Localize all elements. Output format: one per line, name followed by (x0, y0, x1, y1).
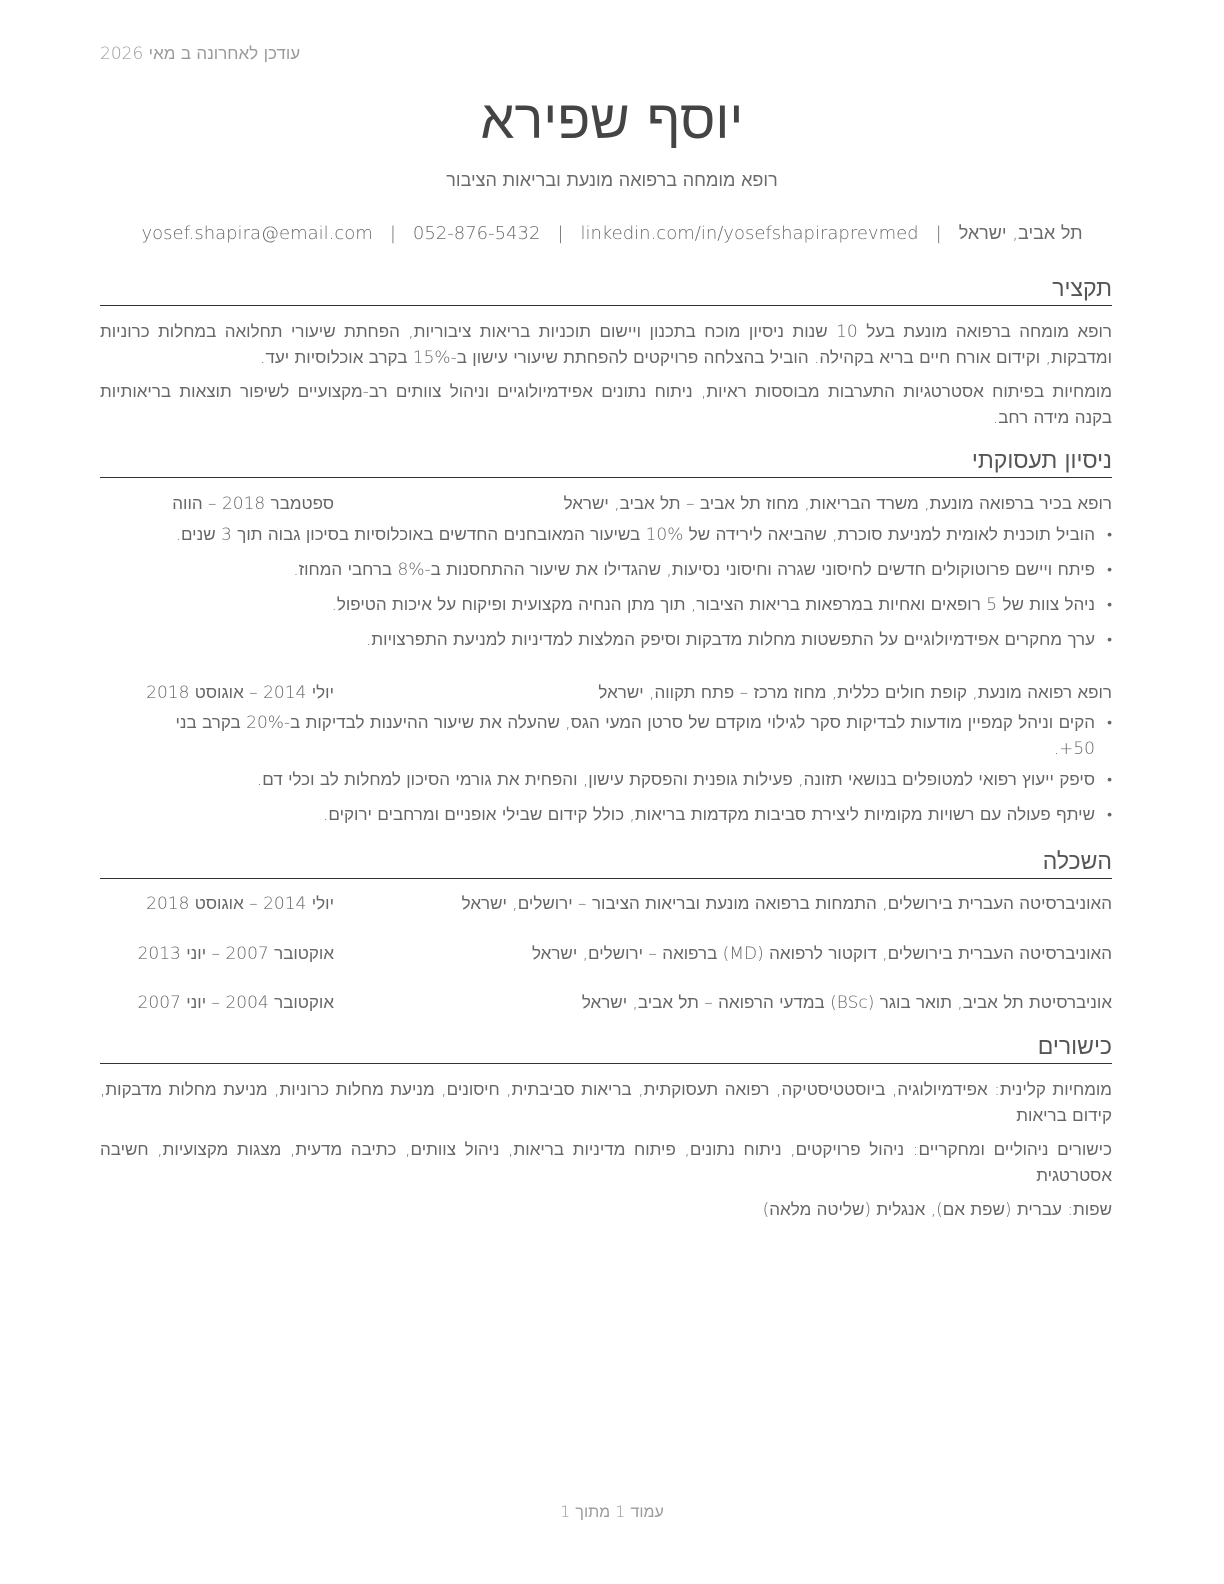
list-item: • ערך מחקרים אפידמיולוגיים על התפשטות מחלות מדבקות וסיפק המלצות למדיניות למניעת התפרצויות. (100, 627, 1112, 653)
list-item: • הקים וניהל קמפיין מודעות לבדיקות סקר לגילוי מוקדם של סרטן המעי הגס, שהעלה את שיעור ההיענות לבדיקות ב-20% בקרב בני 50+. (100, 710, 1112, 762)
list-item: • ניהל צוות של 5 רופאים ואחיות במרפאות בריאות הציבור, תוך מתן הנחיה מקצועית ופיקוח על איכות הטיפול. (100, 592, 1112, 618)
candidate-name: יוסף שפירא (480, 88, 744, 151)
list-item: • סיפק ייעוץ רפואי למטופלים בנושאי תזונה, פעילות גופנית והפסקת עישון, והפחית את גורמי הסיכון למחלות לב וכלי דם. (100, 767, 1112, 793)
bullet-icon: • (1107, 807, 1112, 823)
list-item: • הוביל תוכנית לאומית למניעת סוכרת, שהביאה לירידה של 10% בשיעור המאובחנים החדשים באוכלוסיות בסיכון גבוה תוך 3 שנים. (100, 522, 1112, 548)
skills-line: שפות: עברית (שפת אם), אנגלית (שליטה מלאה) (762, 1200, 1112, 1220)
contact-separator: | (389, 223, 396, 244)
section-title-skills: כישורים (100, 1033, 1112, 1064)
last-updated-note: עודכן לאחרונה ב מאי 2026 (100, 44, 301, 64)
contact-line (100, 223, 1124, 244)
list-item: • שיתף פעולה עם רשויות מקומיות ליצירת סביבות מקדמות בריאות, כולל קידום שבילי אופניים ומרחבים ירוקים. (100, 802, 1112, 828)
list-item: • פיתח ויישם פרוטוקולים חדשים לחיסוני שגרה וחיסוני נסיעות, שהגדילו את שיעור ההתחסנות ב-8% ברחבי המחוז. (100, 557, 1112, 583)
summary-paragraph: רופא מומחה ברפואה מונעת בעל 10 שנות ניסיון מוכח בתכנון ויישום תוכניות בריאות ציבוריות, הפחתת שיעורי תחלואה במחלות כרוניות ומדבקות, וקידום אורח חיים בריא בקהילה. הוביל בהצלחה פרויקטים להפחתת שיעורי עישון ב-15% בקרב אוכלוסיות יעד. (100, 322, 1113, 368)
education-item (100, 941, 1112, 967)
skills-line: כישורים ניהוליים ומחקריים: ניהול פרויקטים, ניתוח נתונים, פיתוח מדיניות בריאות, ניהול צוותים, כתיבה מדעית, מצגות מקצועיות, חשיבה אסטרטגית (100, 1140, 1112, 1186)
contact-email[interactable]: yosef.shapira@email.com (141, 223, 373, 244)
job-position: רופא בכיר ברפואה מונעת, משרד הבריאות, מחוז תל אביב – תל אביב, ישראל (563, 494, 1112, 514)
education-dates: יולי 2014 – אוגוסט 2018 (146, 894, 334, 914)
section-title-experience: ניסיון תעסוקתי (100, 447, 1112, 478)
job-header (100, 491, 1112, 517)
contact-linkedin[interactable]: linkedin.com/in/yosefshapiraprevmed (580, 223, 919, 244)
contact-phone[interactable]: 052-876-5432 (412, 223, 541, 244)
job-header (100, 680, 1112, 706)
section-title-education: השכלה (100, 848, 1112, 879)
section-title-summary: תקציר (100, 275, 1112, 306)
bullet-icon: • (1107, 562, 1112, 578)
education-school: האוניברסיטה העברית בירושלים, דוקטור לרפואה (MD) ברפואה – ירושלים, ישראל (532, 944, 1112, 964)
candidate-title: רופא מומחה ברפואה מונעת ובריאות הציבור (446, 170, 778, 191)
job-dates: ספטמבר 2018 – הווה (172, 494, 334, 514)
bullet-icon: • (1107, 715, 1112, 731)
education-school: האוניברסיטה העברית בירושלים, התמחות ברפואה מונעת ובריאות הציבור – ירושלים, ישראל (461, 894, 1112, 914)
bullet-icon: • (1107, 772, 1112, 788)
contact-separator: | (935, 223, 942, 244)
education-dates: אוקטובר 2004 – יוני 2007 (137, 993, 334, 1013)
bullet-icon: • (1107, 597, 1112, 613)
bullet-icon: • (1107, 527, 1112, 543)
page-number: עמוד 1 מתוך 1 (560, 1502, 664, 1521)
education-item (100, 891, 1112, 917)
education-item (100, 990, 1112, 1016)
contact-separator: | (557, 223, 564, 244)
skills-line: מומחיות קלינית: אפידמיולוגיה, ביוסטטיסטיקה, רפואה תעסוקתית, בריאות סביבתית, חיסונים, מניעת מחלות כרוניות, מניעת מחלות מדבקות, קידום בריאות (100, 1080, 1112, 1126)
job-bullets (100, 522, 1112, 653)
job-bullets (100, 710, 1112, 828)
job-position: רופא רפואה מונעת, קופת חולים כללית, מחוז מרכז – פתח תקווה, ישראל (598, 683, 1112, 703)
contact-location: תל אביב, ישראל (958, 223, 1083, 244)
education-school: אוניברסיטת תל אביב, תואר בוגר (BSc) במדעי הרפואה – תל אביב, ישראל (581, 993, 1112, 1013)
summary-paragraph: מומחיות בפיתוח אסטרטגיות התערבות מבוססות ראיות, ניתוח נתונים אפידמיולוגיים וניהול צוותים רב-מקצועיים לשיפור תוצאות בריאותיות בקנה מידה רחב. (100, 382, 1112, 428)
education-dates: אוקטובר 2007 – יוני 2013 (137, 944, 334, 964)
bullet-icon: • (1107, 632, 1112, 648)
job-dates: יולי 2014 – אוגוסט 2018 (146, 683, 334, 703)
